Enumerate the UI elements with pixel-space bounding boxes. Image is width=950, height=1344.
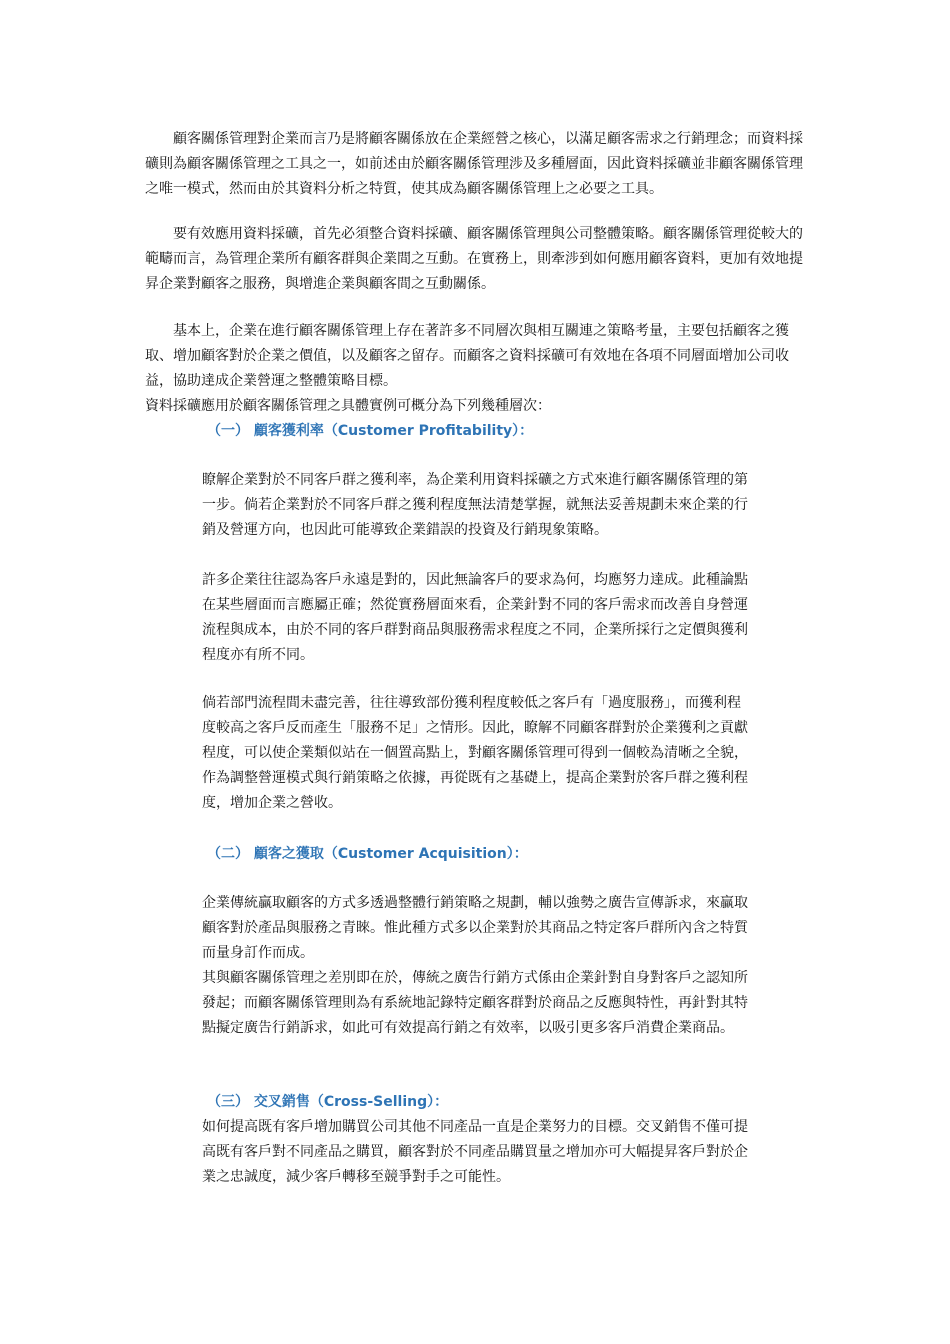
intro-paragraph-1: 顧客關係管理對企業而言乃是將顧客關係放在企業經營之核心，以滿足顧客需求之行銷理念；而資料採礦則為顧客關係管理之工具之一，如前述由於顧客關係管理涉及多種層面，因此資料採礦並非顧客關係管理之唯一模式，然而由於其資料分析之特質，使其成為顧客關係管理上之必要之工具。 [145,131,803,197]
section-1-paragraph-1: 瞭解企業對於不同客戶群之獲利率，為企業利用資料採礦之方式來進行顧客關係管理的第一步。倘若企業對於不同客戶群之獲利程度無法清楚掌握，就無法妥善規劃未來企業的行銷及營運方向，也因此可能導致企業錯誤的投資及行銷現象策略。 [202,472,748,538]
section-1-paragraph-2: 許多企業往往認為客戶永遠是對的，因此無論客戶的要求為何，均應努力達成。此種論點在某些層面而言應屬正確；然從實務層面來看，企業針對不同的客戶需求而改善自身營運流程與成本，由於不同的客戶群對商品與服務需求程度之不同，企業所採行之定價與獲利程度亦有所不同。 [202,572,748,663]
intro-paragraph-3: 基本上，企業在進行顧客關係管理上存在著許多不同層次與相互關連之策略考量，主要包括顧客之獲取、增加顧客對於企業之價值，以及顧客之留存。而顧客之資料採礦可有效地在各項不同層面增加公司收益，協助達成企業營運之整體策略目標。 [145,323,789,389]
section-3-paragraph-1: 如何提高既有客戶增加購買公司其他不同產品一直是企業努力的目標。交叉銷售不僅可提高既有客戶對不同產品之購買，顧客對於不同產品購買量之增加亦可大幅提昇客戶對於企業之忠誠度，減少客戶轉移至競爭對手之可能性。 [202,1119,748,1185]
section-2-paragraph-2: 其與顧客關係管理之差別即在於，傳統之廣告行銷方式係由企業針對自身對客戶之認知所發起；而顧客關係管理則為有系統地記錄特定顧客群對於商品之反應與特性，再針對其特點擬定廣告行銷訴求，如此可有效提高行銷之有效率，以吸引更多客戶消費企業商品。 [202,970,748,1036]
intro-paragraph-4: 資料採礦應用於顧客關係管理之具體實例可概分為下列幾種層次： [145,398,551,414]
section-1-paragraph-3: 倘若部門流程間未盡完善，往往導致部份獲利程度較低之客戶有「過度服務」，而獲利程度較高之客戶反而產生「服務不足」之情形。因此，瞭解不同顧客群對於企業獲利之貢獻程度，可以使企業類似站在一個置高點上，對顧客關係管理可得到一個較為清晰之全貌，作為調整營運模式與行銷策略之依據，再從既有之基礎上，提高企業對於客戶群之獲利程度，增加企業之營收。 [202,695,748,811]
section-2-paragraph-1: 企業傳統贏取顧客的方式多透過整體行銷策略之規劃，輔以強勢之廣告宣傳訴求，來贏取顧客對於產品與服務之青睞。惟此種方式多以企業對於其商品之特定客戶群所內含之特質而量身訂作而成。 [202,895,748,961]
section-heading-cross-selling: （三） 交叉銷售（Cross-Selling）： [207,1094,449,1110]
intro-paragraph-2: 要有效應用資料採礦，首先必須整合資料採礦、顧客關係管理與公司整體策略。顧客關係管理從較大的範疇而言，為管理企業所有顧客群與企業間之互動。在實務上，則牽涉到如何應用顧客資料，更加有效地提昇企業對顧客之服務，與增進企業與顧客間之互動關係。 [145,226,803,292]
section-heading-customer-profitability: （一） 顧客獲利率（Customer Profitability）： [207,423,534,439]
section-heading-customer-acquisition: （二） 顧客之獲取（Customer Acquisition）： [207,846,528,862]
